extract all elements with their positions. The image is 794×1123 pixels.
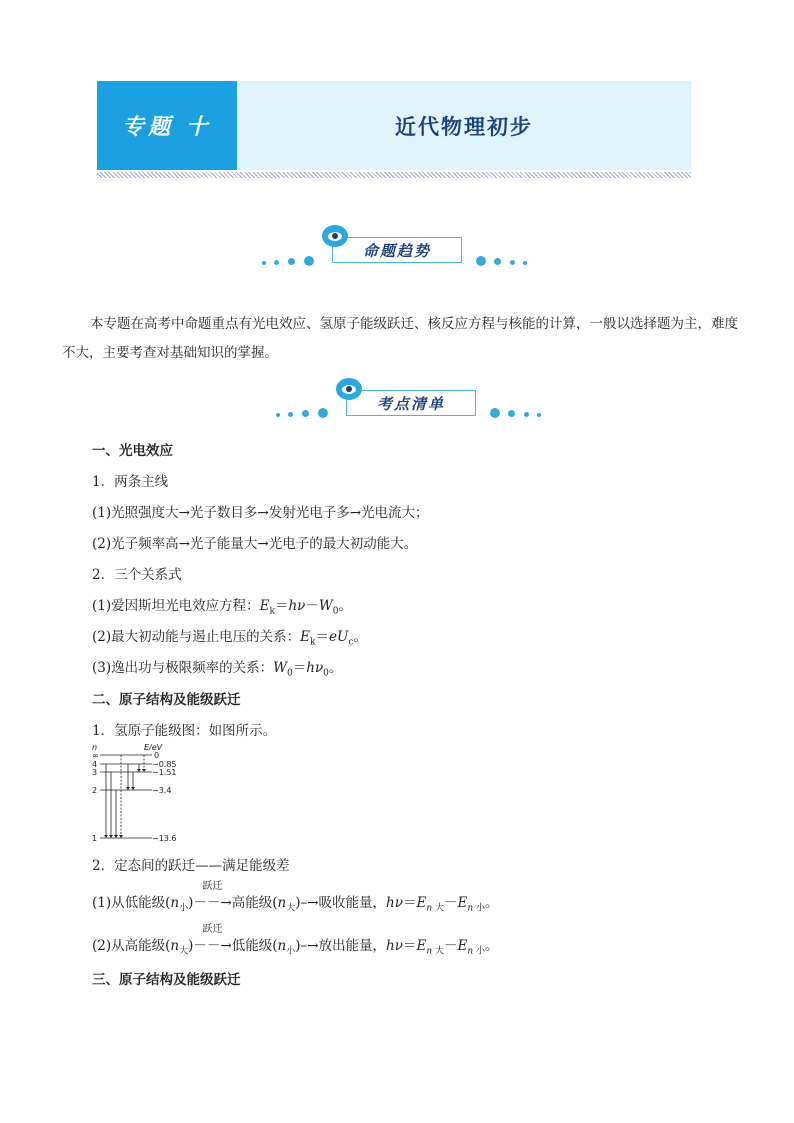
level-e: −0.85 (152, 760, 177, 769)
part1-s1: 1．两条主线 (92, 474, 169, 490)
part1-s2: 2．三个关系式 (92, 567, 182, 583)
part2-s1: 1．氢原子能级图：如图所示。 (92, 723, 277, 739)
part2-title: 二、原子结构及能级跃迁 (92, 692, 241, 708)
level-e: −13.6 (152, 834, 177, 843)
part2-s2a: (1)从低能级$(n_小)$ 跃迁 －－→高能级$(n_大)-\to$吸收能量，$h\nu=E_{n 大}-E_{n 小}$。 (92, 881, 499, 914)
part1-s2a: (1)爱因斯坦光电效应方程：$E_k=h\nu-W_0$。 (92, 598, 352, 617)
level-n: 2 (92, 786, 98, 795)
banner-divider (97, 172, 691, 178)
n-label: n (92, 743, 98, 752)
part1-s2c: (3)逸出功与极限频率的关系：$W_0=h\nu_0$。 (92, 660, 343, 679)
level-e: −3.4 (152, 786, 172, 795)
part2-s2b: (2)从高能级$(n_大)$ 跃迁 －－→低能级$(n_小)-\to$放出能量，$h\nu=E_{n 大}-E_{n 小}$。 (92, 924, 499, 957)
level-n: ∞ (92, 751, 99, 760)
intro-paragraph: 本专题在高考中命题重点有光电效应、氢原子能级跃迁、核反应方程与核能的计算，一般以选择题为主，难度不大，主要考查对基础知识的掌握。 (62, 316, 738, 361)
level-n: 4 (92, 760, 98, 769)
part1-s1b: (2)光子频率高→光子能量大→光电子的最大初动能大。 (92, 536, 418, 552)
eye-icon (336, 378, 362, 400)
level-n: 1 (92, 834, 98, 843)
chapter-title: 近代物理初步 (395, 113, 533, 139)
part1-s2b: (2)最大初动能与遏止电压的关系：$E_k=eU_c$。 (92, 629, 367, 648)
part1-title: 一、光电效应 (92, 443, 173, 459)
part2-s2: 2．定态间的跃迁——满足能级差 (92, 858, 290, 874)
chapter-banner (97, 81, 691, 170)
eye-icon (322, 225, 348, 247)
part1-s1a: (1)光照强度大→光子数目多→发射光电子多→光电流大； (92, 505, 429, 521)
level-n: 3 (92, 768, 98, 777)
level-e: 0 (154, 751, 160, 760)
level-e: −1.51 (152, 768, 177, 777)
energy-level-diagram (88, 742, 198, 846)
chapter-number: 专题 十 (97, 81, 237, 170)
e-label: E/eV (144, 743, 163, 752)
section-title: 考点清单 (346, 390, 476, 416)
section-title: 命题趋势 (332, 237, 462, 263)
part3-title: 三、原子结构及能级跃迁 (92, 972, 241, 988)
